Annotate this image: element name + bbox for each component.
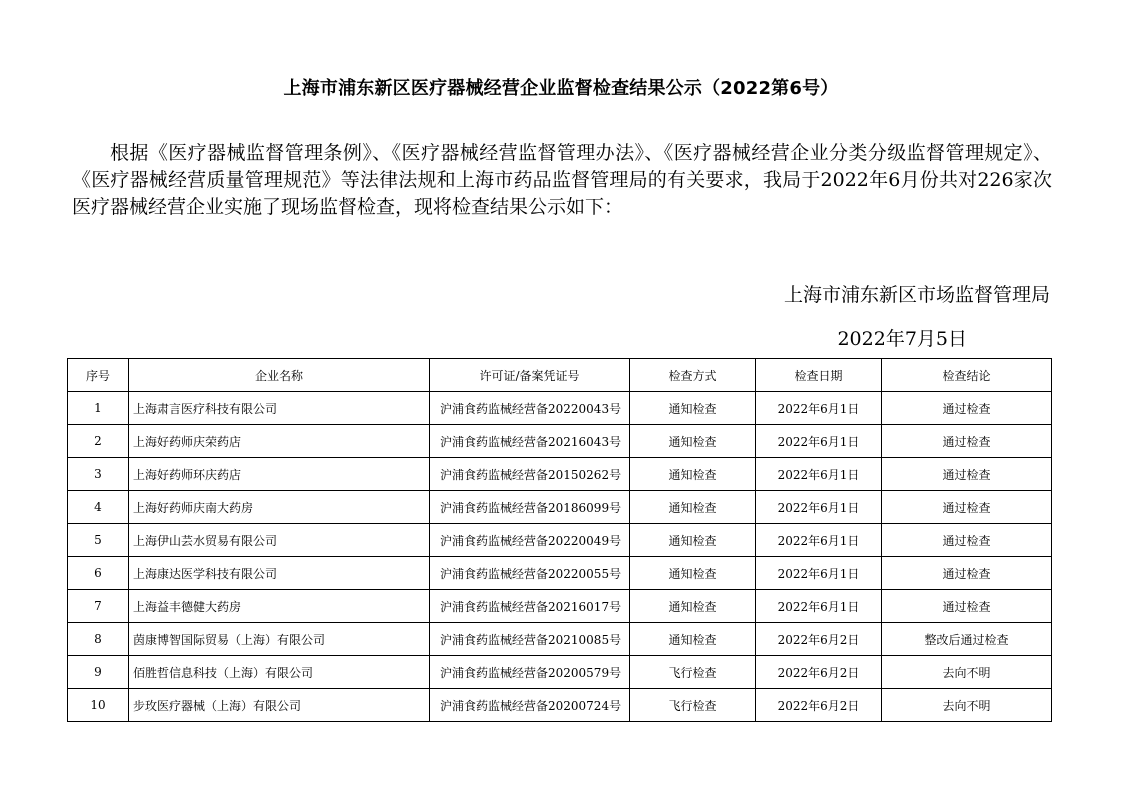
row-inspection-method: 通知检查 <box>630 557 756 590</box>
intro-paragraph-text: 根据《医疗器械监督管理条例》、《医疗器械经营监督管理办法》、《医疗器械经营企业分类分级监督管理规定》、《医疗器械经营质量管理规范》等法律法规和上海市药品监督管理局的有关要求，我局于2022年6月份共对226家次医疗器械经营企业实施了现场监督检查，现将检查结果公示如下： <box>72 142 1052 218</box>
table-row <box>68 392 1052 425</box>
row-serial-number: 10 <box>68 689 129 722</box>
table-row <box>68 524 1052 557</box>
row-license-number: 沪浦食药监械经营备20186099号 <box>430 491 630 524</box>
row-license-number: 沪浦食药监械经营备20216043号 <box>430 425 630 458</box>
row-license-number: 沪浦食药监械经营备20210085号 <box>430 623 630 656</box>
row-license-number: 沪浦食药监械经营备20220043号 <box>430 392 630 425</box>
table-body <box>68 392 1052 722</box>
header-company-name: 企业名称 <box>129 359 430 392</box>
row-inspection-date: 2022年6月2日 <box>756 656 882 689</box>
row-serial-number: 9 <box>68 656 129 689</box>
row-serial-number: 3 <box>68 458 129 491</box>
row-inspection-conclusion: 通过检查 <box>882 491 1052 524</box>
row-inspection-conclusion: 通过检查 <box>882 557 1052 590</box>
row-company-name: 茵康博智国际贸易（上海）有限公司 <box>129 623 430 656</box>
header-inspection-conclusion: 检查结论 <box>882 359 1052 392</box>
issuing-authority: 上海市浦东新区市场监督管理局 <box>783 284 1050 306</box>
row-inspection-method: 通知检查 <box>630 590 756 623</box>
row-serial-number: 4 <box>68 491 129 524</box>
row-inspection-method: 飞行检查 <box>630 656 756 689</box>
row-inspection-method: 通知检查 <box>630 491 756 524</box>
header-serial-number: 序号 <box>68 359 129 392</box>
row-inspection-date: 2022年6月1日 <box>756 590 882 623</box>
table-header-row <box>68 359 1052 392</box>
row-serial-number: 6 <box>68 557 129 590</box>
header-license-number: 许可证/备案凭证号 <box>430 359 630 392</box>
table-row <box>68 656 1052 689</box>
row-company-name: 上海好药师庆荣药店 <box>129 425 430 458</box>
row-company-name: 上海好药师庆南大药房 <box>129 491 430 524</box>
row-company-name: 上海康达医学科技有限公司 <box>129 557 430 590</box>
row-company-name: 佰胜哲信息科技（上海）有限公司 <box>129 656 430 689</box>
row-serial-number: 5 <box>68 524 129 557</box>
row-inspection-conclusion: 通过检查 <box>882 458 1052 491</box>
document-title: 上海市浦东新区医疗器械经营企业监督检查结果公示（2022第6号） <box>283 78 839 99</box>
table-row <box>68 623 1052 656</box>
row-inspection-date: 2022年6月1日 <box>756 524 882 557</box>
row-company-name: 上海好药师环庆药店 <box>129 458 430 491</box>
row-inspection-conclusion: 去向不明 <box>882 656 1052 689</box>
table-row <box>68 590 1052 623</box>
table-row <box>68 689 1052 722</box>
row-inspection-date: 2022年6月1日 <box>756 392 882 425</box>
row-company-name: 上海益丰德健大药房 <box>129 590 430 623</box>
header-inspection-method: 检查方式 <box>630 359 756 392</box>
row-serial-number: 2 <box>68 425 129 458</box>
publication-date: 2022年7月5日 <box>837 328 967 350</box>
table-row <box>68 458 1052 491</box>
row-company-name: 上海伊山芸水贸易有限公司 <box>129 524 430 557</box>
row-inspection-method: 通知检查 <box>630 458 756 491</box>
row-inspection-date: 2022年6月1日 <box>756 491 882 524</box>
row-license-number: 沪浦食药监械经营备20150262号 <box>430 458 630 491</box>
row-inspection-conclusion: 去向不明 <box>882 689 1052 722</box>
row-inspection-conclusion: 通过检查 <box>882 392 1052 425</box>
row-inspection-date: 2022年6月1日 <box>756 458 882 491</box>
row-inspection-date: 2022年6月1日 <box>756 557 882 590</box>
row-serial-number: 8 <box>68 623 129 656</box>
row-serial-number: 1 <box>68 392 129 425</box>
row-license-number: 沪浦食药监械经营备20200724号 <box>430 689 630 722</box>
table-row <box>68 491 1052 524</box>
row-license-number: 沪浦食药监械经营备20216017号 <box>430 590 630 623</box>
row-license-number: 沪浦食药监械经营备20220055号 <box>430 557 630 590</box>
inspection-results-table <box>67 358 1052 722</box>
row-inspection-method: 通知检查 <box>630 524 756 557</box>
row-inspection-conclusion: 通过检查 <box>882 524 1052 557</box>
row-company-name: 上海肃言医疗科技有限公司 <box>129 392 430 425</box>
row-inspection-conclusion: 整改后通过检查 <box>882 623 1052 656</box>
row-inspection-conclusion: 通过检查 <box>882 590 1052 623</box>
row-inspection-date: 2022年6月2日 <box>756 623 882 656</box>
row-license-number: 沪浦食药监械经营备20220049号 <box>430 524 630 557</box>
row-license-number: 沪浦食药监械经营备20200579号 <box>430 656 630 689</box>
row-inspection-method: 通知检查 <box>630 392 756 425</box>
row-inspection-method: 通知检查 <box>630 623 756 656</box>
row-serial-number: 7 <box>68 590 129 623</box>
row-inspection-method: 通知检查 <box>630 425 756 458</box>
row-inspection-conclusion: 通过检查 <box>882 425 1052 458</box>
row-inspection-date: 2022年6月2日 <box>756 689 882 722</box>
row-inspection-date: 2022年6月1日 <box>756 425 882 458</box>
intro-paragraph <box>72 140 1052 221</box>
header-inspection-date: 检查日期 <box>756 359 882 392</box>
table-row <box>68 425 1052 458</box>
row-company-name: 步玫医疗器械（上海）有限公司 <box>129 689 430 722</box>
table-row <box>68 557 1052 590</box>
row-inspection-method: 飞行检查 <box>630 689 756 722</box>
